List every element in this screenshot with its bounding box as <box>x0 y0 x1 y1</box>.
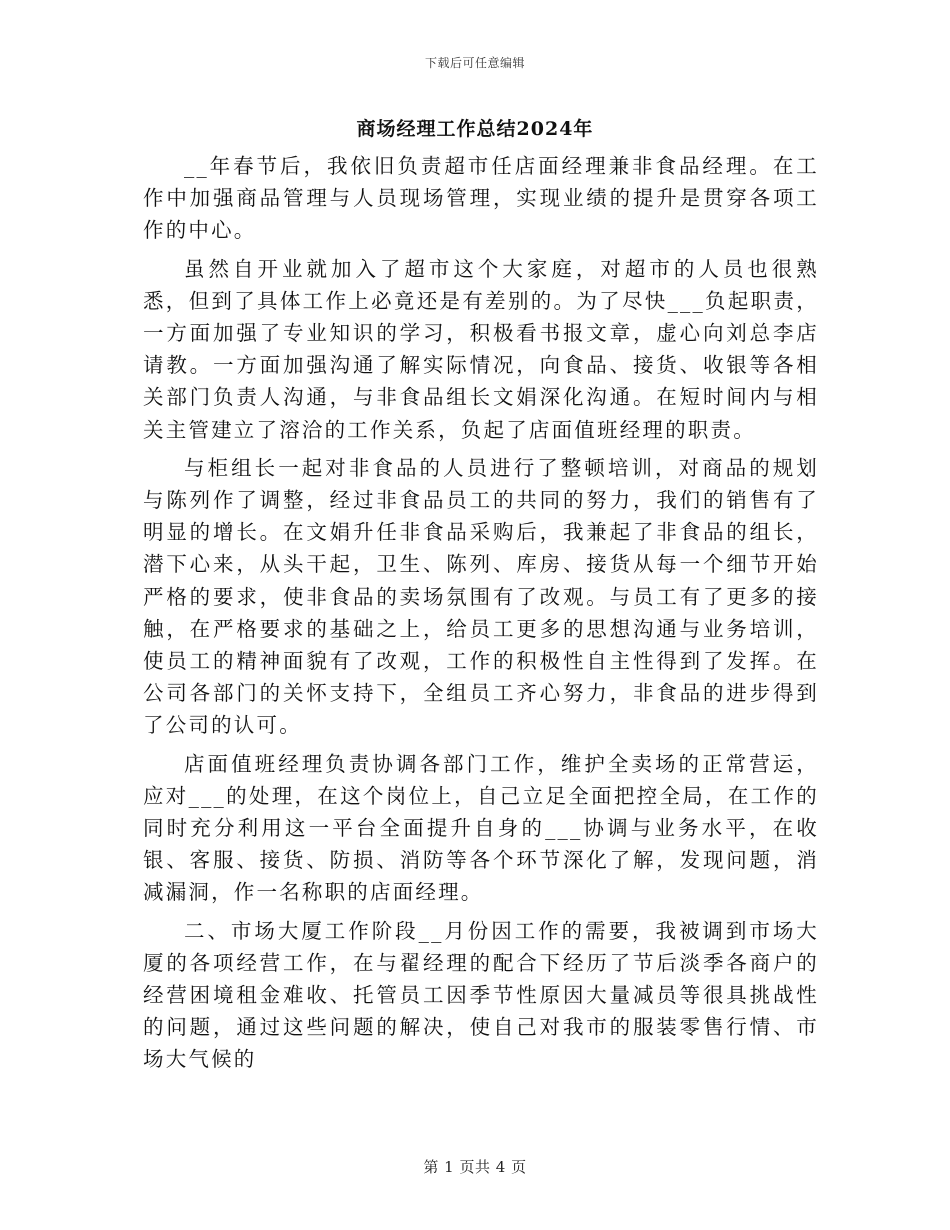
page-indicator: 第 1 页共 4 页 <box>423 1158 527 1176</box>
paragraph-4: 店面值班经理负责协调各部门工作，维护全卖场的正常营运，应对___的处理，在这个岗位上，自己立足全面把控全局，在工作的同时充分利用这一平台全面提升自身的___协调与业务水平，在收银、客服、接货、防损、消防等各个环节深化了解，发现问题，消减漏洞，作一名称职的店面经理。 <box>143 751 819 905</box>
document-body <box>143 150 819 1076</box>
paragraph-1: __年春节后，我依旧负责超市任店面经理兼非食品经理。在工作中加强商品管理与人员现场管理，实现业绩的提升是贯穿各项工作的中心。 <box>143 154 819 243</box>
paragraph-5: 二、市场大厦工作阶段__月份因工作的需要，我被调到市场大厦的各项经营工作，在与翟经理的配合下经历了节后淡季各商户的经营困境租金难收、托管员工因季节性原因大量减员等很具挑战性的问题，通过这些问题的解决，使自己对我市的服装零售行情、市场大气候的 <box>143 918 819 1072</box>
paragraph-3: 与柜组长一起对非食品的人员进行了整顿培训，对商品的规划与陈列作了调整，经过非食品员工的共同的努力，我们的销售有了明显的增长。在文娟升任非食品采购后，我兼起了非食品的组长，潜下心来，从头干起，卫生、陈列、库房、接货从每一个细节开始严格的要求，使非食品的卖场氛围有了改观。与员工有了更多的接触，在严格要求的基础之上，给员工更多的思想沟通与业务培训，使员工的精神面貌有了改观，工作的积极性自主性得到了发挥。在公司各部门的关怀支持下，全组员工齐心努力，非食品的进步得到了公司的认可。 <box>143 455 819 738</box>
paragraph-2: 虽然自开业就加入了超市这个大家庭，对超市的人员也很熟悉，但到了具体工作上必竟还是有差别的。为了尽快___负起职责，一方面加强了专业知识的学习，积极看书报文章，虚心向刘总李店请教。一方面加强沟通了解实际情况，向食品、接货、收银等各相关部门负责人沟通，与非食品组长文娟深化沟通。在短时间内与相关主管建立了溶洽的工作关系，负起了店面值班经理的职责。 <box>143 256 819 442</box>
document-title: 商场经理工作总结2024年 <box>356 118 594 140</box>
header-note: 下载后可任意编辑 <box>424 56 525 70</box>
